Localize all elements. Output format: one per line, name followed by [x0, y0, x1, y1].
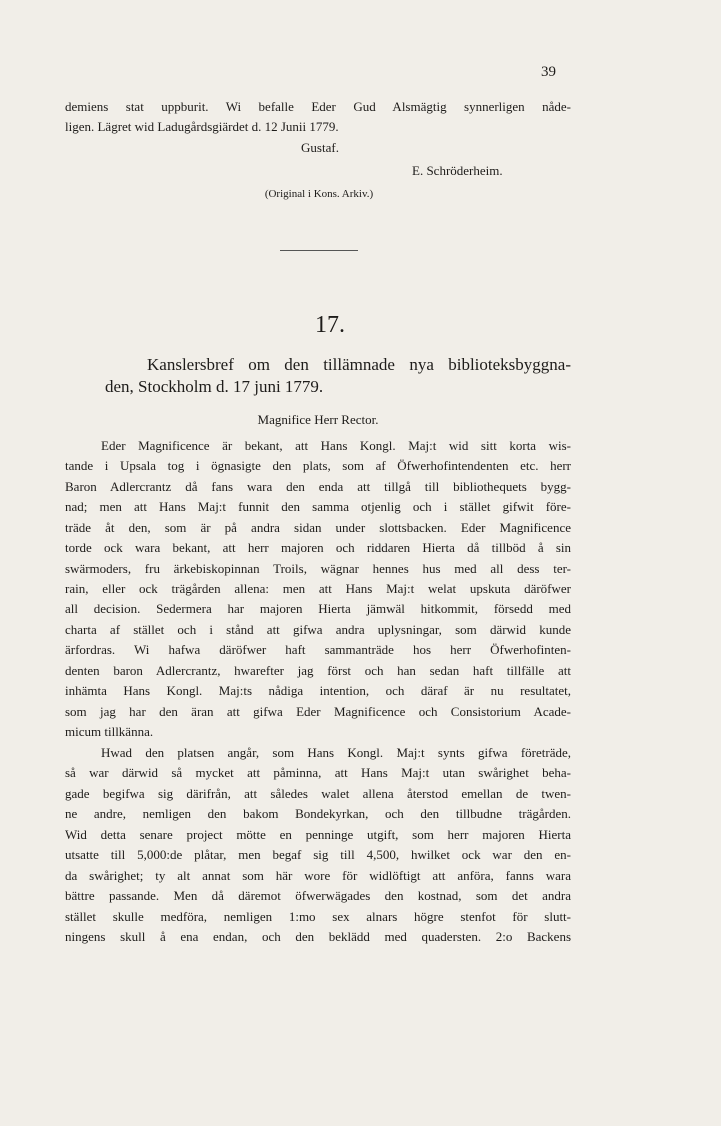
body-line: Wid detta senare project mötte en penninge utgift, som herr majoren Hierta: [65, 827, 571, 842]
body-line: da swårighet; ty alt annat som här wore för widlöftigt att anföra, fanns wara: [65, 868, 571, 883]
body-line: gade begifwa sig därifrån, att således walet allena återstod emellan de twen-: [65, 786, 571, 801]
body-line: ligen. Lägret wid Ladugårdsgiärdet d. 12 Junii 1779.: [65, 119, 339, 134]
body-line: Hwad den platsen angår, som Hans Kongl. Maj:t synts gifwa företräde,: [101, 745, 571, 760]
body-line: så war därwid så mycket att påminna, att Hans Maj:t utan swårighet beha-: [65, 765, 571, 780]
body-line: ärfordras. Wi hafwa däröfwer haft sammanträde hos herr Öfwerhofinten-: [65, 642, 571, 657]
section-number: 17.: [315, 312, 345, 338]
body-line: demiens stat uppburit. Wi befalle Eder Gud Alsmägtig synnerligen nåde-: [65, 99, 571, 114]
body-line: träde åt den, som är på andra sidan under slottsbacken. Eder Magnificence: [65, 520, 571, 535]
heading-line-1: Kanslersbref om den tillämnade nya biblioteksbyggna-: [147, 355, 571, 374]
body-line: ningens skull å ena endan, och den beklädd med quadersten. 2:o Backens: [65, 929, 571, 944]
body-line: nad; men att Hans Maj:t funnit den samma otjenlig och i stället gifwit före-: [65, 499, 571, 514]
section-divider: [280, 250, 358, 251]
signature-king: Gustaf.: [301, 140, 339, 155]
salutation: Magnifice Herr Rector.: [257, 412, 379, 427]
body-line: micum tillkänna.: [65, 724, 154, 739]
body-line: stället skulle medföra, nemligen 1:mo sex alnars högre stenfot för slutt-: [65, 909, 571, 924]
body-line: inhämta Hans Kongl. Maj:ts nådiga intention, och däraf är nu resultatet,: [65, 683, 571, 698]
body-line: utsatte till 5,000:de plåtar, men begaf sig till 4,500, hwilket ock war den en-: [65, 847, 571, 862]
body-line: bättre passande. Men då däremot öfwerwägades den kostnad, som det andra: [65, 888, 571, 903]
page-number: 39: [541, 64, 556, 80]
heading-line-2: den, Stockholm d. 17 juni 1779.: [105, 377, 324, 396]
body-line: tande i Upsala tog i ögnasigte den plats, som af Öfwerhofintendenten etc. herr: [65, 458, 571, 473]
source-note: (Original i Kons. Arkiv.): [264, 188, 374, 200]
signature-secretary: E. Schröderheim.: [412, 163, 503, 178]
body-line: swärmoders, fru ärkebiskopinnan Troils, wägnar hennes hus med all dess ter-: [65, 561, 571, 576]
body-line: Eder Magnificence är bekant, att Hans Kongl. Maj:t wid sitt korta wis-: [101, 438, 571, 453]
body-line: rain, eller ock trägården allena: men att Hans Maj:t welat upskuta däröfwer: [65, 581, 571, 596]
body-line: som jag har den äran att gifwa Eder Magnificence och Consistorium Acade-: [65, 704, 571, 719]
body-line: torde ock wara bekant, att herr majoren och riddaren Hierta då tillböd å sin: [65, 540, 571, 555]
body-line: denten baron Adlercrantz, hwarefter jag först och han sedan haft tillfälle att: [65, 663, 571, 678]
body-line: Baron Adlercrantz då fans wara den enda att tillgå till bibliothequets bygg-: [65, 479, 571, 494]
body-line: ne andre, nemligen den bakom Bondekyrkan, och den tillbudne trägården.: [65, 806, 571, 821]
body-line: all decision. Sedermera har majoren Hierta jämwäl hitkommit, försedd med: [65, 601, 571, 616]
body-line: charta af stället och i stånd att gifwa andra uplysningar, som därwid kunde: [65, 622, 571, 637]
